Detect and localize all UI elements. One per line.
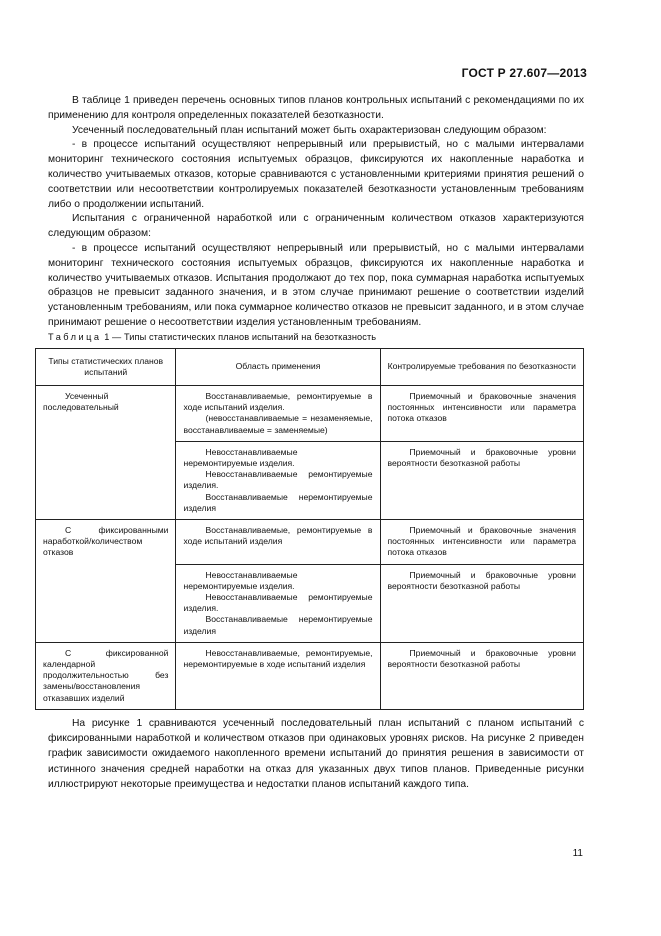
application-text: (невосстанавливаемые = незаменяемые, восстанавливаемые = заменяемые) — [183, 413, 373, 435]
plan-type-text: С фиксированными наработкой/количеством отказов — [43, 525, 169, 558]
requirement-text: Приемочный и браковочные уровни вероятности безотказной работы — [387, 647, 576, 670]
table-caption-title: 1 — Типы статистических планов испытаний на безотказность — [104, 332, 377, 342]
table-caption — [48, 332, 376, 342]
table-caption-label: Таблица — [48, 332, 102, 342]
application-text: Невосстанавливаемые ремонтируемые изделия. — [183, 469, 373, 491]
plan-type-cell — [36, 520, 176, 643]
page-number: 11 — [572, 848, 583, 859]
paragraph: Испытания с ограниченной наработкой или с ограниченным количеством отказов характеризуются следующим образом: — [48, 213, 584, 240]
table-header-row — [36, 349, 584, 386]
requirement-cell — [380, 386, 584, 442]
table-row — [36, 520, 584, 565]
paragraph: - в процессе испытаний осуществляют непрерывный или прерывистый, но с малыми интервалами мониторинг технического состояния испытуемых образцов, фиксируются их накопленные наработка и количество учитываемых отказов. Испытания продолжают до тех пор, пока суммарная наработка испытуемых образцов не превысит заданного значения, и в этом случае принимают решение о соответствии изделий установленным требованиям, или пока суммарное количество отказов не превысит заданного, и в этом случае принимают решение о несоответствии изделия установленным требованиям. — [48, 242, 584, 328]
requirement-text: Приемочный и браковочные значения постоянных интенсивности или параметра потока отказов — [387, 391, 576, 424]
figures-description — [48, 716, 584, 792]
requirement-text: Приемочный и браковочные значения постоянных интенсивности или параметра потока отказов — [387, 525, 576, 558]
requirement-cell — [380, 441, 584, 519]
paragraph: На рисунке 1 сравниваются усеченный последовательный план испытаний с планом испытаний с фиксированными наработкой и количеством отказов при одинаковых уровнях рисков. На рисунке 2 приведен график зависимости ожидаемого накопленного времени испытаний до принятия решения в зависимости от истинного значения средней наработки на отказ для указанных двух типов планов. Приведенные рисунки иллюстрируют некоторые преимущества и недостатки планов испытаний каждого типа. — [48, 718, 584, 790]
paragraph: Усеченный последовательный план испытаний может быть охарактеризован следующим образом: — [72, 124, 547, 136]
application-text: Невосстанавливаемые неремонтируемые изделия. — [183, 446, 298, 469]
plan-type-cell — [36, 386, 176, 520]
table-row — [36, 386, 584, 442]
requirement-text: Приемочный и браковочные уровни вероятности безотказной работы — [387, 446, 576, 469]
requirement-cell — [380, 520, 584, 565]
column-header: Типы статистических планов испытаний — [36, 349, 176, 386]
application-text: Невосстанавливаемые ремонтируемые изделия. — [183, 592, 373, 614]
application-text: Невосстанавливаемые неремонтируемые изделия. — [183, 569, 298, 591]
plan-type-text: С фиксированной календарной продолжительностью без замены/восстановления отказавших изделий — [43, 647, 169, 703]
application-text: Восстанавливаемые неремонтируемые изделия — [183, 491, 373, 513]
requirement-cell — [380, 564, 584, 642]
document-code: ГОСТ Р 27.607—2013 — [461, 66, 587, 80]
plan-type-text: Усеченный последовательный — [43, 391, 119, 413]
application-text: Восстанавливаемые, ремонтируемые в ходе испытаний изделия — [183, 525, 373, 547]
application-text: Восстанавливаемые неремонтируемые изделия — [183, 614, 373, 636]
application-cell — [176, 441, 380, 519]
table-row — [36, 642, 584, 709]
intro-text — [48, 94, 584, 331]
plan-type-cell — [36, 642, 176, 709]
application-text: Невосстанавливаемые, ремонтируемые, неремонтируемые в ходе испытаний изделия — [183, 647, 373, 670]
application-cell — [176, 386, 380, 442]
test-plans-table — [35, 348, 584, 710]
column-header: Контролируемые требования по безотказности — [380, 349, 584, 386]
requirement-text: Приемочный и браковочные уровни вероятности безотказной работы — [387, 569, 576, 591]
application-cell — [176, 642, 380, 709]
requirement-cell — [380, 642, 584, 709]
column-header: Область применения — [176, 349, 380, 386]
paragraph: - в процессе испытаний осуществляют непрерывный или прерывистый, но с малыми интервалами мониторинг технического состояния испытуемых образцов, фиксируются их накопленные наработка и количество учитываемых отказов, которые сравниваются с установленными критериями принятия решений о соответствии или несоответствии контролируемых показателей безотказности установленным требованиям либо о продолжении испытаний. — [48, 139, 584, 210]
application-text: Восстанавливаемые, ремонтируемые в ходе испытаний изделия. — [183, 391, 373, 413]
application-cell — [176, 564, 380, 642]
application-cell — [176, 520, 380, 565]
paragraph: В таблице 1 приведен перечень основных типов планов контрольных испытаний с рекомендациями по их применению для контроля определенных показателей безотказности. — [48, 95, 584, 121]
